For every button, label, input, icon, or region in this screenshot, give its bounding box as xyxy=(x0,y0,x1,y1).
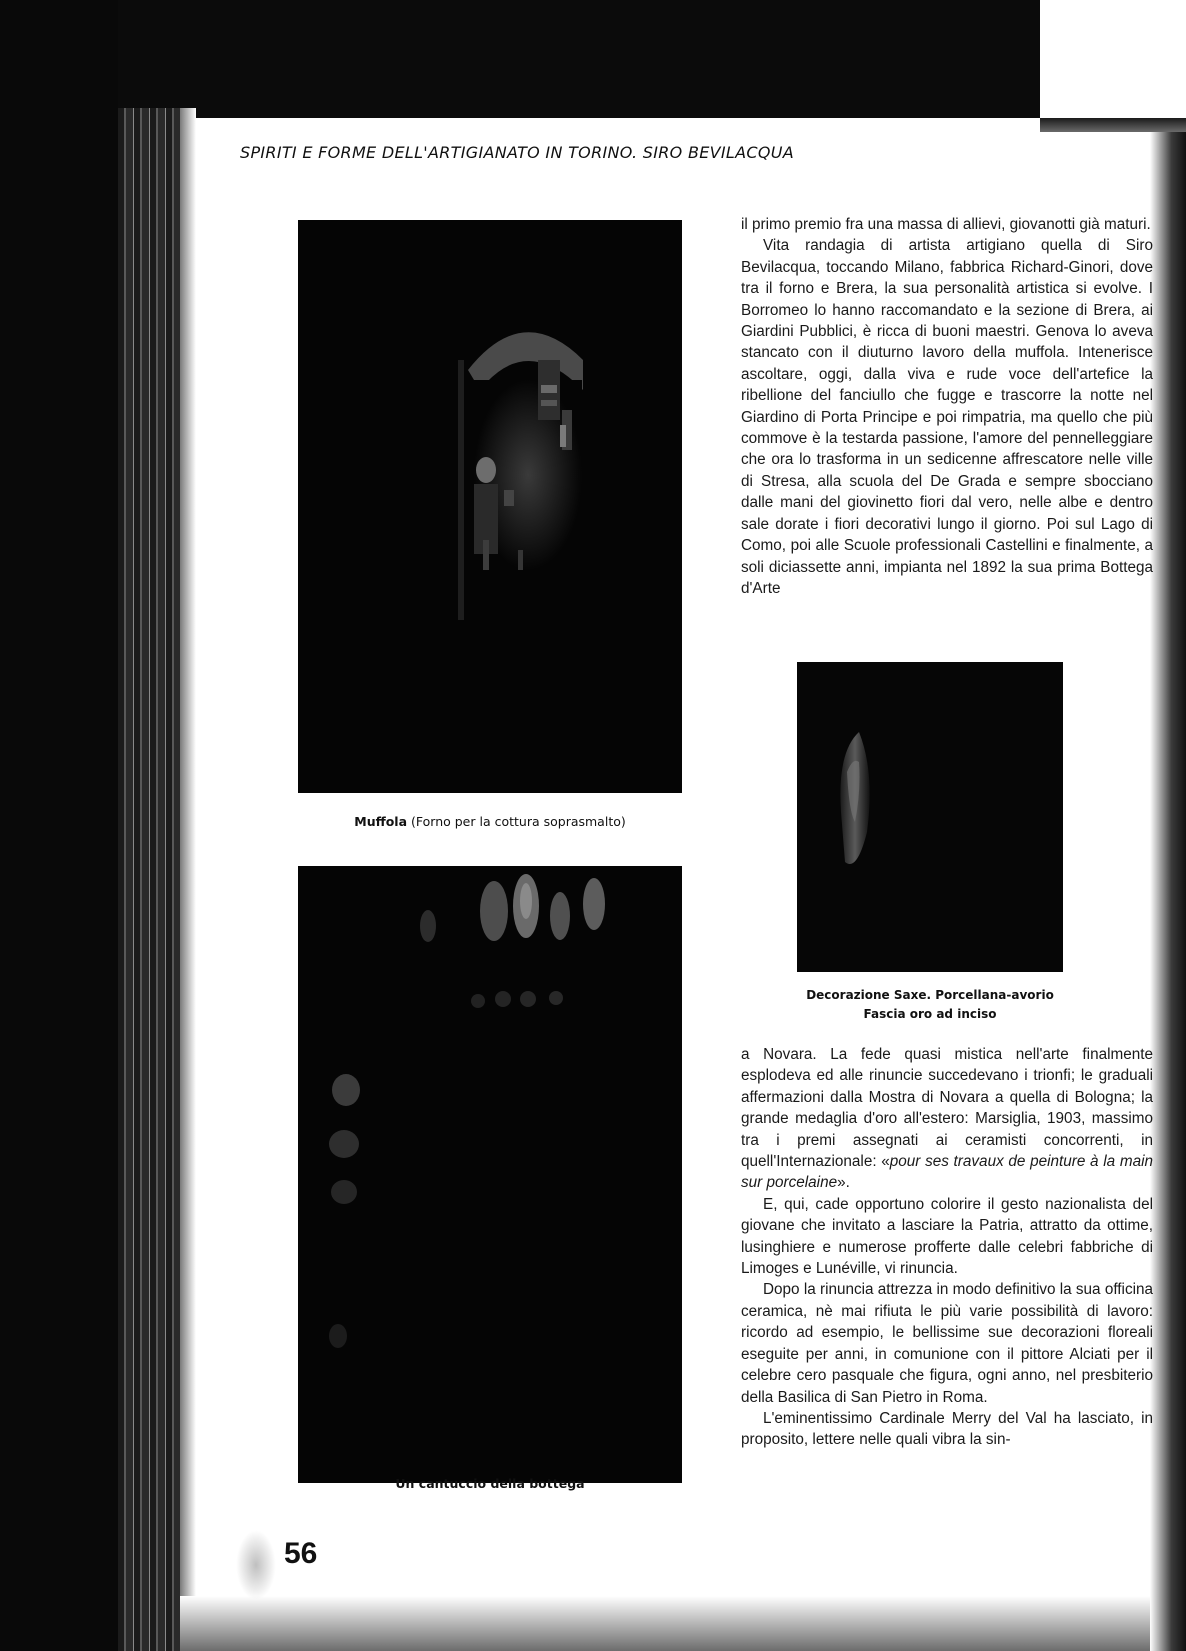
paragraph-officina: Dopo la rinuncia attrezza in modo definitivo la sua officina ceramica, nè mai rifiuta le più varie possibilità di lavoro: ricordo ad esempio, le bellissime sue decorazioni floreali eseguite per anni, in comunione con il pittore Alciati per il celebre cero pasquale che figura, ogni anno, nel presbiterio della Basilica di San Pietro in Roma. xyxy=(741,1281,1154,1406)
scan-right-edge xyxy=(1150,132,1186,1651)
muffola-photo-drawing xyxy=(298,220,682,793)
scan-smudge xyxy=(236,1530,276,1600)
caption-muffola-rest: (Forno per la cottura soprasmalto) xyxy=(407,814,626,829)
photo-bottega xyxy=(298,866,682,1483)
scan-left-dark-band xyxy=(0,0,118,1651)
running-head: SPIRITI E FORME DELL'ARTIGIANATO IN TORINO. SIRO BEVILACQUA xyxy=(240,143,794,162)
caption-muffola xyxy=(300,814,680,829)
scan-top-dark-band xyxy=(0,0,1040,118)
paragraph-novara-end: ». xyxy=(837,1174,850,1192)
french-quote: pour ses travaux de peinture à la main sur porcelaine xyxy=(741,1153,1153,1192)
photo-saxe-porcelain xyxy=(797,662,1063,972)
gutter-shadow xyxy=(180,108,196,1651)
book-page-stack xyxy=(118,108,180,1651)
paragraph-novara xyxy=(741,1044,1153,1194)
caption-muffola-bold: Muffola xyxy=(354,814,408,829)
paragraph-cardinale: L'eminentissimo Cardinale Merry del Val ha lasciato, in proposito, lettere nelle quali vibra la sin- xyxy=(741,1409,1153,1449)
scan-bottom-shadow xyxy=(180,1596,1150,1651)
body-text-top xyxy=(741,214,1153,599)
paragraph-patria: E, qui, cade opportuno colorire il gesto nazionalista del giovane che invitato a lasciare la Patria, attratto da ottime, lusinghiere e numerose profferte dalle celebri fabbriche di Limoges e Lunéville, vi rinuncia. xyxy=(741,1195,1153,1278)
paragraph: il primo premio fra una massa di allievi, giovanotti già maturi. xyxy=(741,216,1151,233)
caption-saxe-line1: Decorazione Saxe. Porcellana-avorio xyxy=(806,988,1054,1002)
scan-top-right-edge xyxy=(1040,118,1186,132)
page-number: 56 xyxy=(284,1537,318,1570)
bottega-photo-drawing xyxy=(298,866,682,1483)
paragraph-novara-start: a Novara. La fede quasi mistica nell'arte finalmente esplodeva ed alle rinuncie succedevano i trionfi; le graduali affermazioni dalla Mostra di Novara a quella di Bologna; la grande medaglia d'oro all'estero: Marsiglia, 1903, massimo tra i premi assegnati ai ceramisti concorrenti, in quell'Internazionale: « xyxy=(741,1046,1153,1171)
body-text-bottom xyxy=(741,1044,1153,1451)
saxe-photo-drawing xyxy=(797,662,1063,972)
photo-muffola xyxy=(298,220,682,793)
paragraph: Vita randagia di artista artigiano quella di Siro Bevilacqua, toccando Milano, fabbrica Richard-Ginori, dove tra il forno e Brera, la sua personalità artistica si evolve. I Borromeo lo hanno raccomandato e la sezione di Brera, ai Giardini Pubblici, è ricca di buoni maestri. Genova lo aveva stancato con il diuturno lavoro della muffola. Intenerisce ascoltare, oggi, dalla viva e rude voce dell'artefice la ribellione del fanciullo che fugge e trascorre la notte nel Giardino di Porta Principe e poi rimpatria, ma quello che più commove è la testarda passione, l'amore del pennelleggiare che ora lo trasforma in un sedicenne affrescatore nelle ville di Stresa, alla scuola del De Grada e sempre sbocciano dalle mani del giovinetto fiori dal vero, nelle albe e dentro sale dorate i fiori decorativi lungo il giorno. Poi sul Lago di Como, poi alle Scuole professionali Castellini e finalmente, a soli diciassette anni, impianta nel 1892 la sua prima Bottega d'Arte xyxy=(741,237,1153,597)
caption-saxe-line2: Fascia oro ad inciso xyxy=(863,1007,997,1021)
caption-bottega: Un cantuccio della bottega xyxy=(395,1476,585,1491)
scan-top-right-blank xyxy=(1040,0,1186,118)
